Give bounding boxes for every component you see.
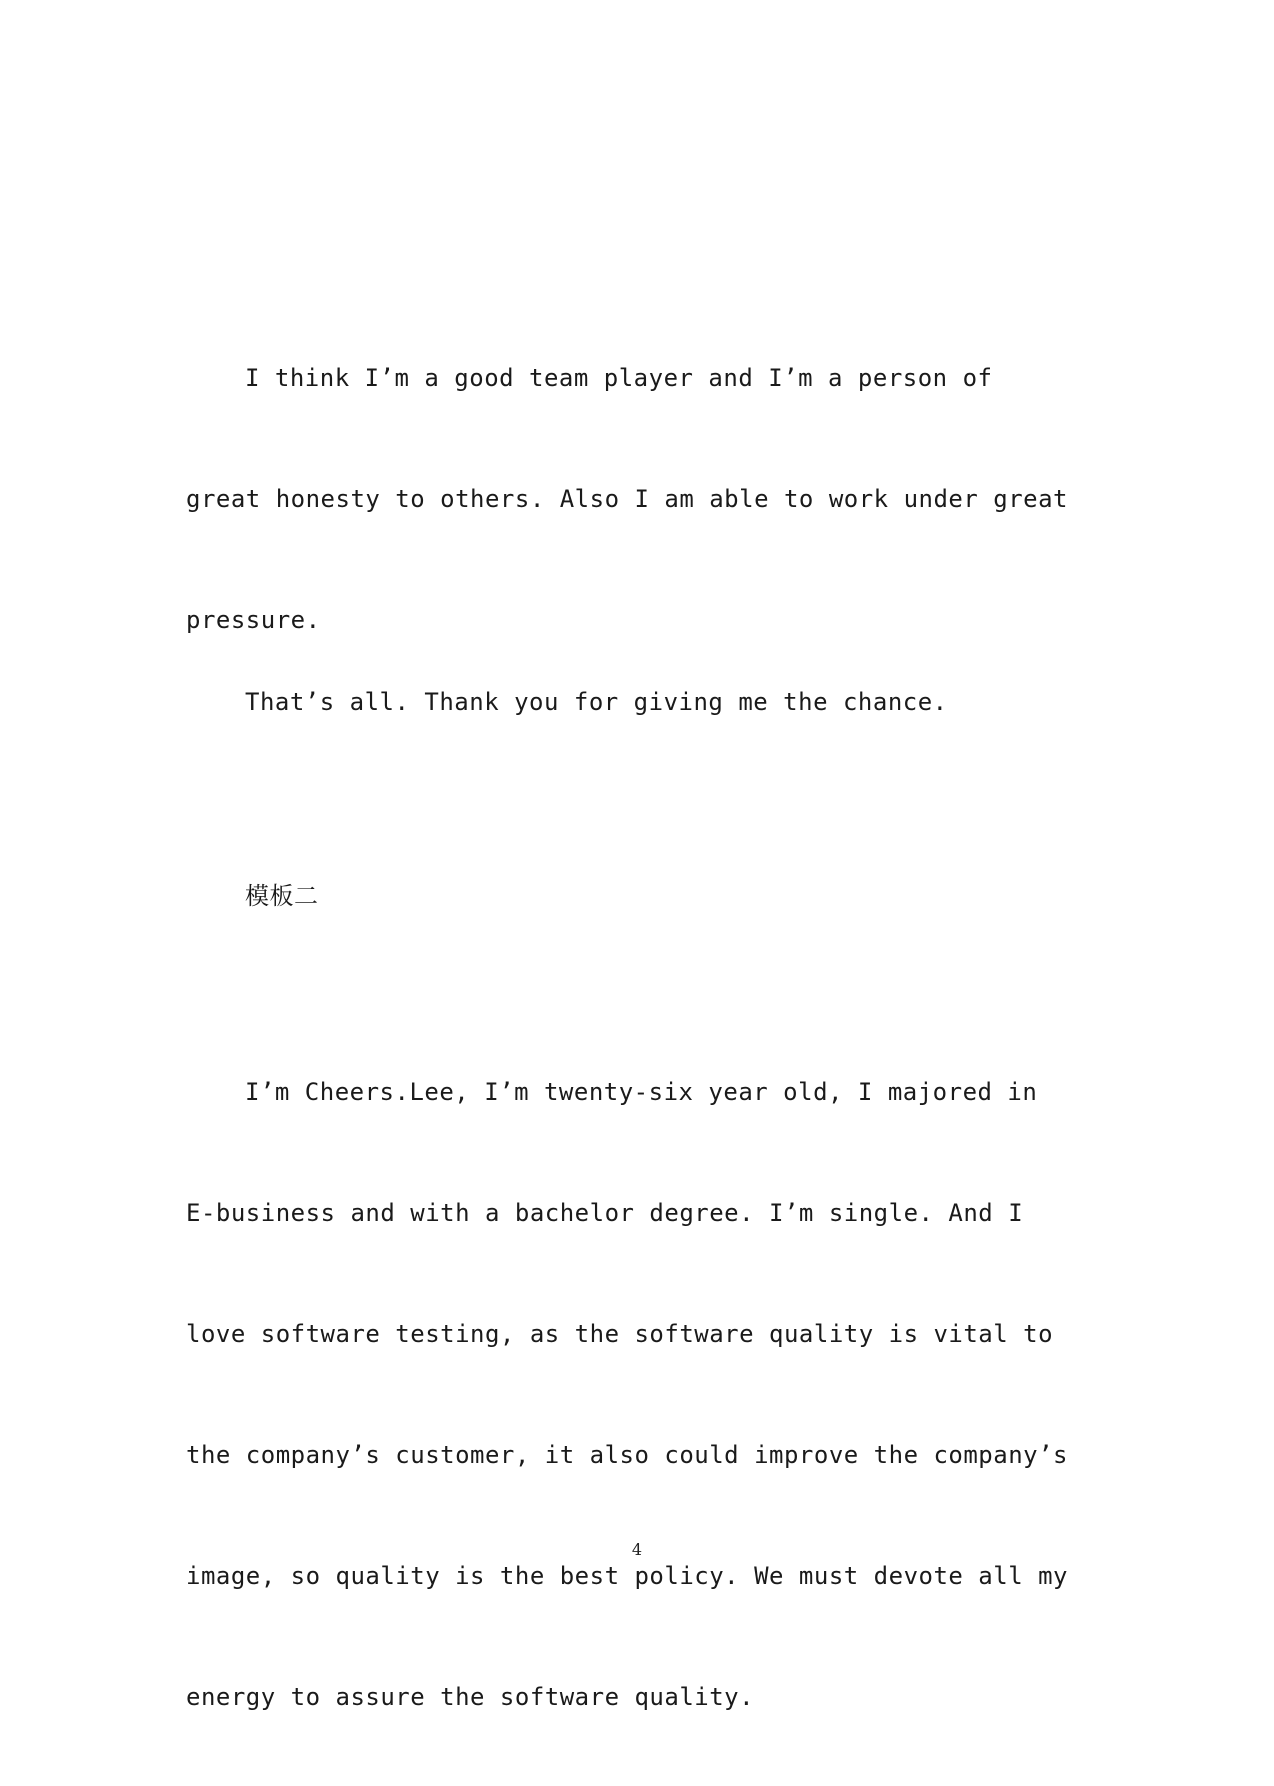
paragraph-line: image, so quality is the best policy. We must devote all my xyxy=(186,1562,1069,1590)
paragraph-line: the company’s customer, it also could improve the company’s xyxy=(186,1441,1069,1469)
paragraph-line: pressure. xyxy=(186,606,321,634)
section-heading-template-two xyxy=(186,808,1086,985)
paragraph-line: That’s all. Thank you for giving me the chance. xyxy=(245,688,948,716)
paragraph-line: I think I’m a good team player and I’m a person of xyxy=(245,364,993,392)
paragraph-line: love software testing, as the software quality is vital to xyxy=(186,1320,1054,1348)
paragraph-line: I’m Cheers.Lee, I’m twenty-six year old, I majored in xyxy=(245,1078,1038,1106)
paragraph-introduction xyxy=(186,1004,1086,1786)
paragraph-line: great honesty to others. Also I am able to work under great xyxy=(186,485,1069,513)
paragraph-line: E-business and with a bachelor degree. I’m single. And I xyxy=(186,1199,1024,1227)
paragraph-line: energy to assure the software quality. xyxy=(186,1683,755,1711)
page-number: 4 xyxy=(631,1540,643,1559)
paragraph-thanks xyxy=(186,614,1086,791)
section-heading: 模板二 xyxy=(245,882,319,910)
